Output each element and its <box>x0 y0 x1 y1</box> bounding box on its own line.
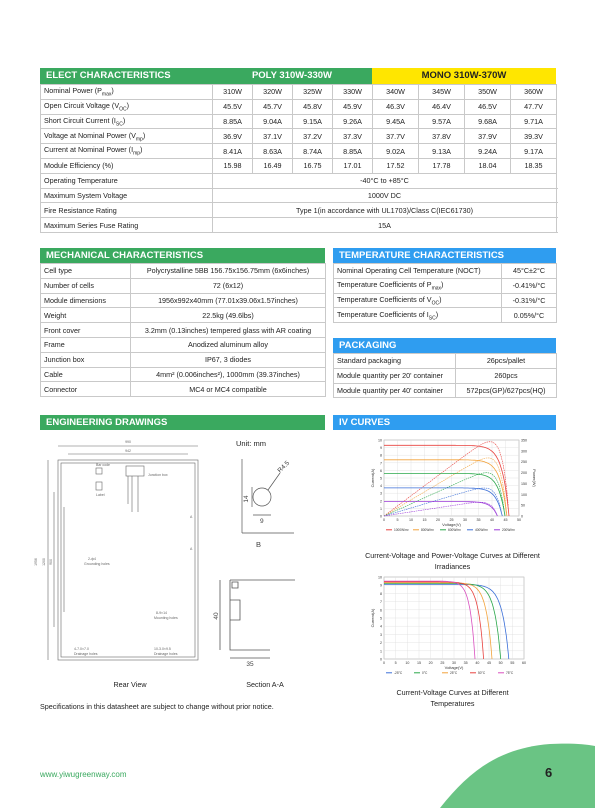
electrical-row-label: Maximum Series Fuse Rating <box>41 218 213 233</box>
detail-b-drawing <box>228 455 298 550</box>
x-tick-label: 10 <box>405 661 410 665</box>
packaging-table <box>333 353 557 398</box>
electrical-value: 340W <box>373 85 419 100</box>
x-tick-label: 5 <box>394 661 397 665</box>
electrical-span-row <box>41 203 557 218</box>
x-tick-label: 45 <box>503 518 508 522</box>
mechanical-value: 3.2mm (0.13inches) tempered glass with AR coating <box>131 323 326 338</box>
electrical-value: 17.78 <box>419 158 465 173</box>
electrical-value: 15A <box>213 218 557 233</box>
x-axis-label: Voltage(V) <box>442 522 461 527</box>
grounding-label: Grounding holes <box>84 562 110 566</box>
electrical-value: 9.04A <box>253 114 293 129</box>
y-axis-label: Current(A) <box>370 468 375 488</box>
mechanical-row <box>41 367 326 382</box>
electrical-value: 18.35 <box>511 158 557 173</box>
electrical-row <box>41 114 557 129</box>
side-a-bottom: A <box>190 547 193 551</box>
disclaimer: Specifications in this datasheet are subject to change without prior notice. <box>40 702 274 711</box>
drainage-left-label: Drainage holes <box>74 652 98 656</box>
x-tick-label: 10 <box>409 518 413 522</box>
y-tick-label: 1 <box>380 649 382 654</box>
page-number: 6 <box>545 765 553 780</box>
x-tick-label: 30 <box>452 661 456 665</box>
electrical-span-row <box>41 173 557 188</box>
y-tick-label: 2 <box>380 641 382 646</box>
legend-entry: 0°C <box>422 671 428 675</box>
iv-irradiance-chart <box>360 432 545 542</box>
legend-entry: 600W/m² <box>448 528 461 532</box>
electrical-value: 1000V DC <box>213 188 557 203</box>
mechanical-label: Frame <box>41 337 131 352</box>
mechanical-value: 1956x992x40mm (77.01x39.06x1.57inches) <box>131 293 326 308</box>
y-tick-label: 9 <box>380 446 382 451</box>
electrical-value: 9.68A <box>465 114 511 129</box>
y-tick-label: 9 <box>380 583 382 588</box>
legend-entry: 200W/m² <box>502 528 515 532</box>
electrical-value: 45.7V <box>253 99 293 114</box>
temperature-value: -0.31%/°C <box>502 293 557 308</box>
mechanical-value: 72 (6x12) <box>131 278 326 293</box>
side-a-top: A <box>190 515 193 519</box>
legend-entry: 800W/m² <box>421 528 434 532</box>
section-aa-drawing <box>210 570 305 670</box>
mechanical-label: Cell type <box>41 264 131 279</box>
packaging-value: 26pcs/pallet <box>456 354 557 369</box>
width-outer-dim: 990 <box>125 440 131 444</box>
section-caption: Section A-A <box>246 680 284 689</box>
mechanical-label: Weight <box>41 308 131 323</box>
electrical-value: 360W <box>511 85 557 100</box>
y-tick-label: 2 <box>380 499 382 504</box>
mounting-count: 8-9×14 <box>156 611 167 615</box>
y2-tick-label: 100 <box>521 492 527 497</box>
x-tick-label: 25 <box>440 661 445 665</box>
grounding-count: 2-ф4 <box>88 557 96 561</box>
temperature-row <box>334 264 557 279</box>
x-tick-label: 40 <box>475 661 480 665</box>
electrical-value: 9.15A <box>293 114 333 129</box>
y-tick-label: 10 <box>378 438 382 443</box>
mechanical-value: 4mm² (0.006inches²), 1000mm (39.37inches) <box>131 367 326 382</box>
electrical-value: 9.45A <box>373 114 419 129</box>
y-tick-label: 3 <box>380 632 382 637</box>
x-tick-label: 50 <box>517 518 521 522</box>
electrical-value: 320W <box>253 85 293 100</box>
electrical-row-label: Short Circuit Current $(I_{SC})$ <box>41 114 213 129</box>
y2-tick-label: 50 <box>521 503 525 508</box>
electrical-row-label: Module Efficiency (%) <box>41 158 213 173</box>
electrical-row <box>41 158 557 173</box>
mechanical-value: Polycrystalline 5BB 156.75x156.75mm (6x6inches) <box>131 264 326 279</box>
mechanical-label: Connector <box>41 382 131 397</box>
mechanical-label: Cable <box>41 367 131 382</box>
section-35: 35 <box>246 661 254 668</box>
width-inner-dim: 942 <box>125 449 131 453</box>
footer-decoration <box>440 740 595 808</box>
y-tick-label: 0 <box>380 514 382 519</box>
y-tick-label: 4 <box>380 484 382 489</box>
detail-radius: R4.5 <box>276 459 292 475</box>
mechanical-label: Front cover <box>41 323 131 338</box>
legend-entry: 400W/m² <box>475 528 488 532</box>
y-tick-label: 4 <box>380 624 382 629</box>
electrical-value: 39.3V <box>511 129 557 144</box>
electrical-row <box>41 144 557 159</box>
electrical-value: 37.3V <box>333 129 373 144</box>
y-tick-label: 7 <box>380 600 382 605</box>
iv-temperature-chart <box>360 572 545 687</box>
electrical-value: 45.9V <box>333 99 373 114</box>
electrical-value: 37.2V <box>293 129 333 144</box>
x-axis-label: Voltage(V) <box>444 665 464 670</box>
electrical-value: 46.3V <box>373 99 419 114</box>
legend-entry: -25°C <box>394 671 403 675</box>
electrical-section <box>40 68 556 84</box>
electrical-value: 45.5V <box>213 99 253 114</box>
temperature-label: Temperature Coefficients of $P_{max}$) <box>334 278 502 293</box>
x-tick-label: 60 <box>522 661 526 665</box>
x-tick-label: 5 <box>396 518 399 522</box>
rear-view-caption: Rear View <box>113 680 147 689</box>
detail-14: 14 <box>243 495 250 503</box>
x-tick-label: 30 <box>463 518 467 522</box>
electrical-value: 37.1V <box>253 129 293 144</box>
temperature-value: 0.05%/°C <box>502 308 557 323</box>
electrical-row-label: Nominal Power $(P_{max})$ <box>41 85 213 100</box>
x-tick-label: 20 <box>436 518 440 522</box>
y2-tick-label: 0 <box>521 514 523 519</box>
electrical-row <box>41 99 557 114</box>
electrical-value: 8.63A <box>253 144 293 159</box>
mechanical-value: 22.5kg (49.6lbs) <box>131 308 326 323</box>
electrical-value: -40°C to +85°C <box>213 173 557 188</box>
mechanical-row <box>41 264 326 279</box>
mechanical-row <box>41 382 326 397</box>
drainage-left-count: 4-7.0×7.0 <box>74 647 89 651</box>
packaging-label: Standard packaging <box>334 354 456 369</box>
packaging-row <box>334 383 557 398</box>
electrical-value: Type 1(in accordance with UL1703)/Class C(IEC61730) <box>213 203 557 218</box>
electrical-row-label: Maximum System Voltage <box>41 188 213 203</box>
electrical-value: 16.75 <box>293 158 333 173</box>
temperature-row <box>334 293 557 308</box>
electrical-value: 9.17A <box>511 144 557 159</box>
electrical-row-label: Current at Nominal Power $(I_{mp})$ <box>41 144 213 159</box>
temperature-table <box>333 263 557 323</box>
electrical-value: 8.74A <box>293 144 333 159</box>
electrical-value: 45.8V <box>293 99 333 114</box>
electrical-span-row <box>41 218 557 233</box>
y-tick-label: 5 <box>380 476 382 481</box>
y-tick-label: 8 <box>380 453 382 458</box>
mechanical-row <box>41 337 326 352</box>
iv-title: IV CURVES <box>333 415 556 430</box>
mounting-label: Mounting holes <box>154 616 178 620</box>
x-tick-label: 35 <box>476 518 481 522</box>
packaging-label: Module quantity per 20' container <box>334 368 456 383</box>
drawings-title: ENGINEERING DRAWINGS <box>40 415 325 430</box>
x-tick-label: 0 <box>383 518 385 522</box>
electrical-row-label: Open Circuit Voltage $(V_{OC})$ <box>41 99 213 114</box>
electrical-row <box>41 129 557 144</box>
electrical-title: ELECT CHARACTERISTICS <box>40 68 212 84</box>
electrical-table <box>40 84 557 233</box>
packaging-label: Module quantity per 40' container <box>334 383 456 398</box>
y2-tick-label: 200 <box>521 471 527 476</box>
y-tick-label: 7 <box>380 461 382 466</box>
legend-entry: 1000W/m² <box>394 528 409 532</box>
electrical-value: 37.8V <box>419 129 465 144</box>
y2-tick-label: 350 <box>521 438 527 443</box>
y-tick-label: 6 <box>380 468 382 473</box>
electrical-value: 8.85A <box>213 114 253 129</box>
packaging-row <box>334 354 557 369</box>
mechanical-value: Anodized aluminum alloy <box>131 337 326 352</box>
bar-code-label: Bar code <box>96 463 111 467</box>
y-tick-label: 1 <box>380 506 382 511</box>
electrical-value: 9.26A <box>333 114 373 129</box>
electrical-value: 310W <box>213 85 253 100</box>
mechanical-row <box>41 323 326 338</box>
temperature-value: -0.41%/°C <box>502 278 557 293</box>
electrical-value: 37.9V <box>465 129 511 144</box>
x-tick-label: 40 <box>490 518 494 522</box>
electrical-value: 325W <box>293 85 333 100</box>
y2-tick-label: 250 <box>521 460 527 465</box>
electrical-value: 345W <box>419 85 465 100</box>
temperature-label: Temperature Coefficients of $V_{OC}$) <box>334 293 502 308</box>
drainage-right-label: Drainage holes <box>154 652 178 656</box>
mechanical-row <box>41 352 326 367</box>
temperature-row <box>334 308 557 323</box>
mechanical-row <box>41 278 326 293</box>
unit-label: Unit: mm <box>236 439 266 448</box>
iv-caption-1: Current-Voltage and Power-Voltage Curves at Different Irradiances <box>365 551 540 571</box>
electrical-value: 46.5V <box>465 99 511 114</box>
y-tick-label: 0 <box>380 657 382 662</box>
height-mid-dim: 1200 <box>42 558 46 566</box>
x-tick-label: 0 <box>383 661 385 665</box>
electrical-value: 9.02A <box>373 144 419 159</box>
packaging-value: 572pcs(GP)/627pcs(HQ) <box>456 383 557 398</box>
electrical-value: 37.7V <box>373 129 419 144</box>
mechanical-label: Number of cells <box>41 278 131 293</box>
electrical-value: 17.01 <box>333 158 373 173</box>
electrical-value: 9.71A <box>511 114 557 129</box>
x-tick-label: 15 <box>422 518 427 522</box>
x-tick-label: 20 <box>428 661 433 665</box>
mono-header: MONO 310W-370W <box>372 68 556 84</box>
mechanical-label: Module dimensions <box>41 293 131 308</box>
section-40: 40 <box>213 612 220 620</box>
y2-tick-label: 300 <box>521 449 527 454</box>
electrical-value: 8.85A <box>333 144 373 159</box>
electrical-value: 46.4V <box>419 99 465 114</box>
x-tick-label: 45 <box>487 661 491 665</box>
electrical-value: 36.9V <box>213 129 253 144</box>
electrical-value: 8.41A <box>213 144 253 159</box>
iv-caption-2: Current-Voltage Curves at Different Temperatures <box>396 688 509 708</box>
mechanical-label: Junction box <box>41 352 131 367</box>
label-label: Label <box>96 493 105 497</box>
electrical-value: 9.13A <box>419 144 465 159</box>
rear-view-drawing <box>28 432 203 682</box>
x-tick-label: 25 <box>449 518 454 522</box>
height-outer-dim: 1956 <box>34 558 38 566</box>
temperature-label: Nominal Operating Cell Temperature (NOCT) <box>334 264 502 279</box>
mechanical-title: MECHANICAL CHARACTERISTICS <box>40 248 325 263</box>
y-tick-label: 6 <box>380 608 382 613</box>
junction-box-label: Junction box <box>148 473 168 477</box>
electrical-span-row <box>41 188 557 203</box>
temperature-value: 45°C±2°C <box>502 264 557 279</box>
electrical-value: 350W <box>465 85 511 100</box>
electrical-row-label: Voltage at Nominal Power $(V_{mp})$ <box>41 129 213 144</box>
legend-entry: 50°C <box>478 671 486 675</box>
electrical-value: 9.24A <box>465 144 511 159</box>
y-tick-label: 10 <box>378 575 382 580</box>
mechanical-table <box>40 263 326 397</box>
electrical-value: 47.7V <box>511 99 557 114</box>
x-tick-label: 55 <box>510 661 515 665</box>
electrical-value: 15.98 <box>213 158 253 173</box>
footer-website[interactable]: www.yiwugreenway.com <box>40 770 127 779</box>
packaging-row <box>334 368 557 383</box>
x-tick-label: 35 <box>463 661 468 665</box>
electrical-value: 17.52 <box>373 158 419 173</box>
x-tick-label: 50 <box>498 661 503 665</box>
y-axis-label: Current(A) <box>370 608 375 628</box>
temperature-label: Temperature Coefficients of $I_{SC}$) <box>334 308 502 323</box>
legend-entry: 75°C <box>506 671 514 675</box>
drainage-right-count: 10-3.0×9.5 <box>154 647 171 651</box>
electrical-value: 16.49 <box>253 158 293 173</box>
y2-axis-label: Power(W) <box>532 469 537 487</box>
packaging-value: 260pcs <box>456 368 557 383</box>
detail-9: 9 <box>260 518 264 525</box>
legend-entry: 25°C <box>450 671 458 675</box>
mechanical-value: IP67, 3 diodes <box>131 352 326 367</box>
electrical-row-label: Operating Temperature <box>41 173 213 188</box>
x-tick-label: 15 <box>417 661 421 665</box>
electrical-value: 18.04 <box>465 158 511 173</box>
y-tick-label: 5 <box>380 616 382 621</box>
temperature-row <box>334 278 557 293</box>
electrical-row <box>41 85 557 100</box>
mechanical-value: MC4 or MC4 compatible <box>131 382 326 397</box>
temperature-title: TEMPERATURE CHARACTERISTICS <box>333 248 556 263</box>
electrical-value: 330W <box>333 85 373 100</box>
mechanical-row <box>41 293 326 308</box>
poly-header: POLY 310W-330W <box>212 68 372 84</box>
y2-tick-label: 150 <box>521 481 527 486</box>
mechanical-row <box>41 308 326 323</box>
detail-b-label: B <box>256 540 262 549</box>
height-inner-dim: 900 <box>49 559 53 565</box>
electrical-row-label: Fire Resistance Rating <box>41 203 213 218</box>
y-tick-label: 8 <box>380 591 382 596</box>
packaging-title: PACKAGING <box>333 338 556 353</box>
y-tick-label: 3 <box>380 491 382 496</box>
electrical-value: 9.57A <box>419 114 465 129</box>
